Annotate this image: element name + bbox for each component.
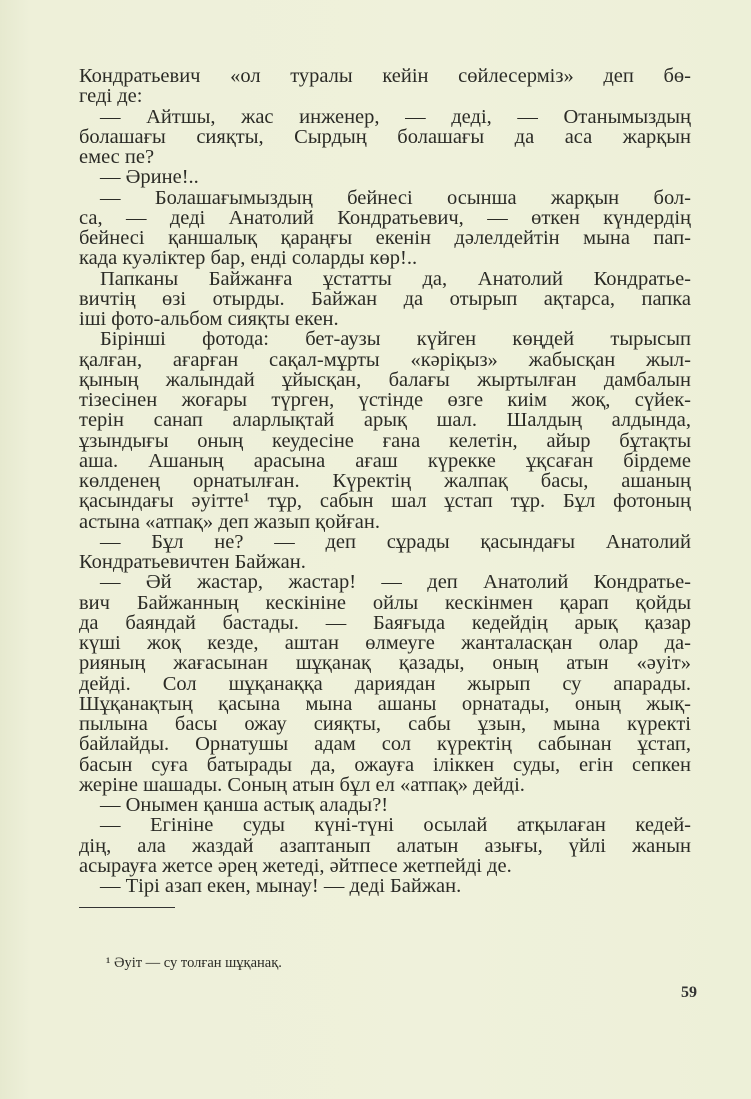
text-line: вич Байжанның кескініне ойлы кескінмен қарап қойды: [79, 591, 691, 614]
text-line: іші фото-альбом сияқты екен.: [79, 308, 339, 330]
text-line: Кондратьевич «ол туралы кейін сөйлесерміз» деп бө-: [79, 65, 691, 87]
text-line: жеріне шашады. Соның атын бұл ел «атпақ» дейді.: [79, 773, 525, 796]
text-line: да баяндай бастады. — Баяғыда кедейдің арық қазар: [79, 611, 691, 634]
text-line: геді де:: [79, 85, 143, 108]
text-line: болашағы сияқты, Сырдың болашағы да аса жарқын: [79, 125, 691, 148]
text-line: асырауға жетсе әрең жетеді, әйтпесе жетпейді де.: [79, 854, 512, 877]
text-line: Папканы Байжанға ұстатты да, Анатолий Кондратье-: [100, 267, 691, 290]
text-line: са, — деді Анатолий Кондратьевич, — өткен күндердің: [79, 206, 691, 229]
text-line: дейді. Сол шұқанаққа дариядан жырып су апарады.: [79, 672, 691, 695]
footnote: ¹ Әуіт — су толған шұқанақ.: [106, 955, 282, 971]
text-line: пылына басы ожау сияқты, сабы ұзын, мына күректі: [79, 713, 691, 735]
text-line: вичтің өзі отырды. Байжан да отырып ақтарса, папка: [79, 287, 691, 310]
text-line: — Болашағымыздың бейнесі осынша жарқын бол-: [100, 186, 691, 209]
text-line: терін санап аларлықтай арық шал. Шалдың алдында,: [79, 409, 691, 432]
text-line: — Бұл не? — деп сұрады қасындағы Анатолий: [100, 530, 691, 553]
text-line: басын суға батырады да, ожауға іліккен суды, егін сепкен: [79, 753, 691, 776]
text-line: қасындағы әуітте¹ тұр, сабын шал ұстап тұр. Бұл фотоның: [79, 490, 691, 513]
text-line: ұзындығы оның кеудесіне ғана келетін, айыр бұтақты: [79, 429, 691, 452]
text-line: Кондратьевичтен Байжан.: [79, 551, 306, 573]
text-line: — Егініне суды күні-түні осылай атқылаған кедей-: [100, 814, 691, 837]
text-line: — Тірі азап екен, мынау! — деді Байжан.: [100, 875, 462, 897]
text-line: аша. Ашаның арасына ағаш күрекке ұқсаған бірдеме: [79, 449, 691, 472]
text-line: бейнесі қаншалық қараңғы екенін дәлелдейтін мына пап-: [79, 227, 691, 249]
text-line: дің, ала жаздай азаптанып алатын азығы, үйлі жанын: [79, 834, 691, 857]
text-line: када куәліктер бар, енді соларды көр!..: [79, 247, 418, 270]
text-line: рияның жағасынан шұқанақ қазады, оның атын «әуіт»: [79, 652, 691, 675]
text-line: күші жоқ кезде, аштан өлмеуге жанталасқан олар да-: [79, 632, 691, 654]
text-line: тізесінен жоғары түрген, үстінде өзге киім жоқ, сүйек-: [79, 389, 691, 411]
text-line: қының жалындай ұйысқан, балағы жыртылған дамбалын: [79, 368, 691, 391]
text-line: Шұқанақтың қасына мына ашаны орнатады, оның жық-: [79, 692, 691, 715]
text-line: көлденең орнатылған. Күректің жалпақ басы, ашаның: [79, 470, 691, 492]
text-line: — Онымен қанша астық алады?!: [100, 794, 389, 816]
text-line: Бірінші фотода: бет-аузы күйген көңдей тырысып: [100, 328, 691, 351]
text-line: астына «атпақ» деп жазып қойған.: [79, 510, 380, 533]
text-line: қалған, ағарған сақал-мұрты «кәріқыз» жабысқан жыл-: [79, 348, 691, 371]
text-line: — Әй жастар, жастар! — деп Анатолий Кондратье-: [100, 571, 691, 594]
page-number: 59: [681, 984, 697, 1001]
footnote-divider: [79, 907, 175, 908]
text-line: — Әрине!..: [100, 166, 199, 189]
text-line: байлайды. Орнатушы адам сол күректің сабынан ұстап,: [79, 733, 691, 756]
text-line: — Айтшы, жас инженер, — деді, — Отанымыздың: [100, 105, 691, 128]
body-text: [79, 66, 691, 896]
text-line: емес пе?: [79, 146, 155, 168]
